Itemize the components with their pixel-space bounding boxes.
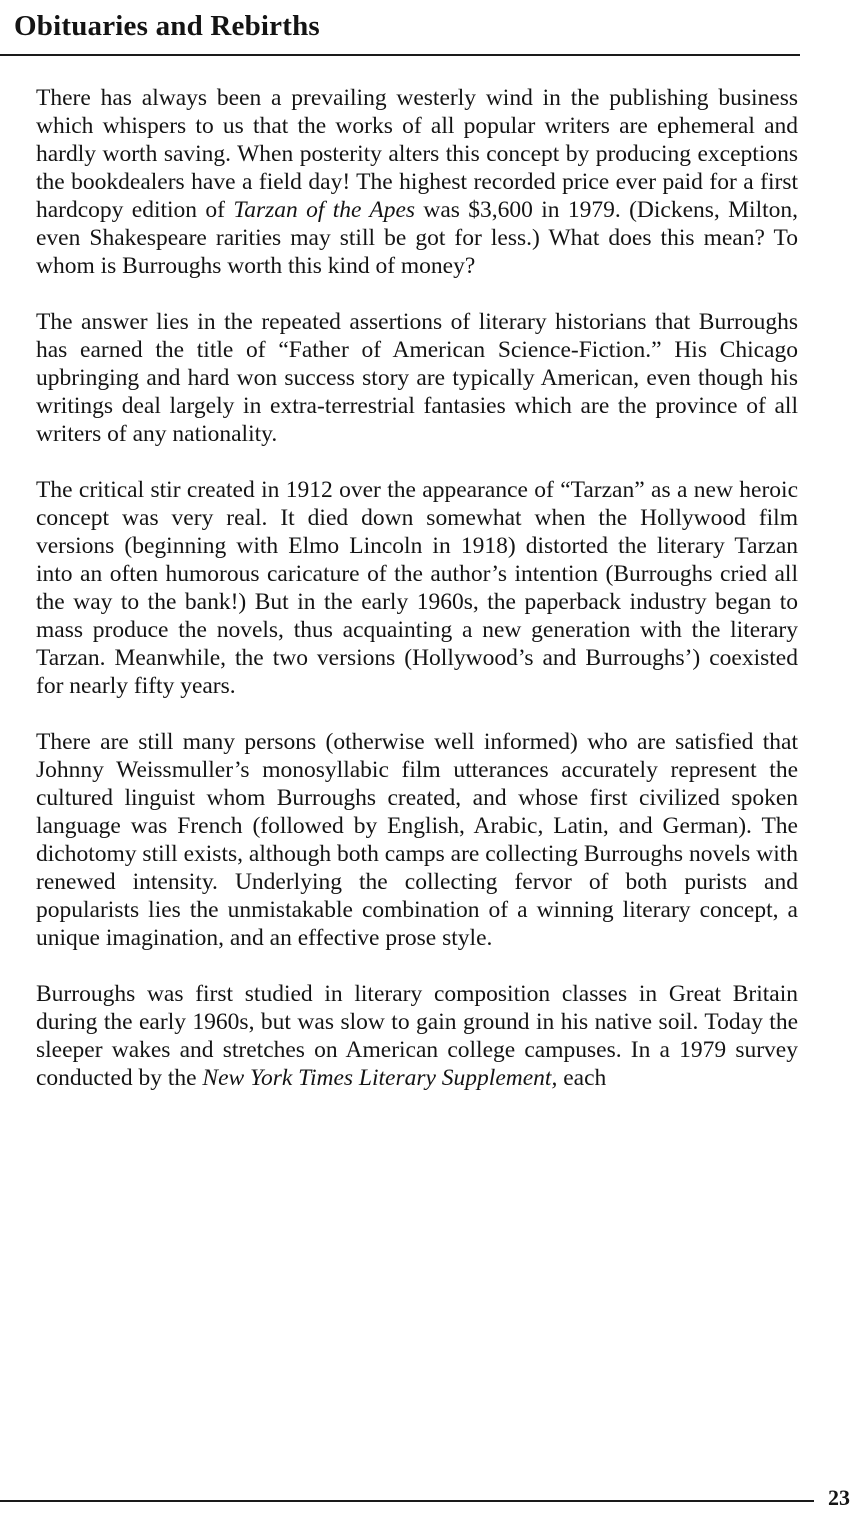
heading-rule [0,54,800,56]
paragraph-1 [36,84,798,280]
paragraph-2-text: The answer lies in the repeated assertions of literary historians that Burroughs has earned the title of “Father of American Science-Fiction.” His Chicago upbringing and hard won success story are typically American, even though his writings deal largely in extra-terrestrial fantasies which are the province of all writers of any nationality. [36,309,798,447]
paragraph-5 [36,980,798,1092]
paragraph-2 [36,308,798,448]
paragraph-3-text: The critical stir created in 1912 over the appearance of “Tarzan” as a new heroic concept was very real. It died down somewhat when the Hollywood film versions (beginning with Elmo Lincoln in 1918) distorted the literary Tarzan into an often humorous caricature of the author’s intention (Burroughs cried all the way to the bank!) But in the early 1960s, the paperback industry began to mass produce the novels, thus acquainting a new generation with the literary Tarzan. Meanwhile, the two versions (Hollywood’s and Burroughs’) coexisted for nearly fifty years. [36,477,798,699]
paragraph-1-text: There has always been a prevailing westerly wind in the publishing business which whispers to us that the works of all popular writers are ephemeral and hardly worth saving. When posterity alters this concept by producing exceptions the bookdealers have a field day! The highest recorded price ever paid for a first hardcopy edition of [36,85,798,223]
publication-title-nyt-literary-supplement: New York Times Literary Supplement, [202,1065,558,1091]
paragraph-1-text-continued: was $3,600 in 1979. (Dickens, Milton, even Shakespeare rarities may still be got for less.) What does this mean? To whom is Burroughs worth this kind of money? [36,197,798,279]
paragraph-4 [36,728,798,952]
book-title-tarzan-of-the-apes: Tarzan of the Apes [233,197,416,223]
paragraph-3 [36,476,798,700]
footer-rule [0,1500,814,1502]
page-heading: Obituaries and Rebirths [14,10,320,42]
paragraph-5-text: Burroughs was first studied in literary composition classes in Great Britain during the early 1960s, but was slow to gain ground in his native soil. Today the sleeper wakes and stretches on American college campuses. In a 1979 survey conducted by the [36,981,798,1091]
page-number: 23 [828,1485,850,1510]
paragraph-5-text-continued: each [557,1065,607,1091]
paragraph-4-text: There are still many persons (otherwise well informed) who are satisfied that Johnny Weissmuller’s monosyllabic film utterances accurately represent the cultured linguist whom Burroughs created, and whose first civilized spoken language was French (followed by English, Arabic, Latin, and German). The dichotomy still exists, although both camps are collecting Burroughs novels with renewed intensity. Underlying the collecting fervor of both purists and popularists lies the unmistakable combination of a winning literary concept, a unique imagination, and an effective prose style. [36,729,798,951]
article-body [36,84,798,1120]
